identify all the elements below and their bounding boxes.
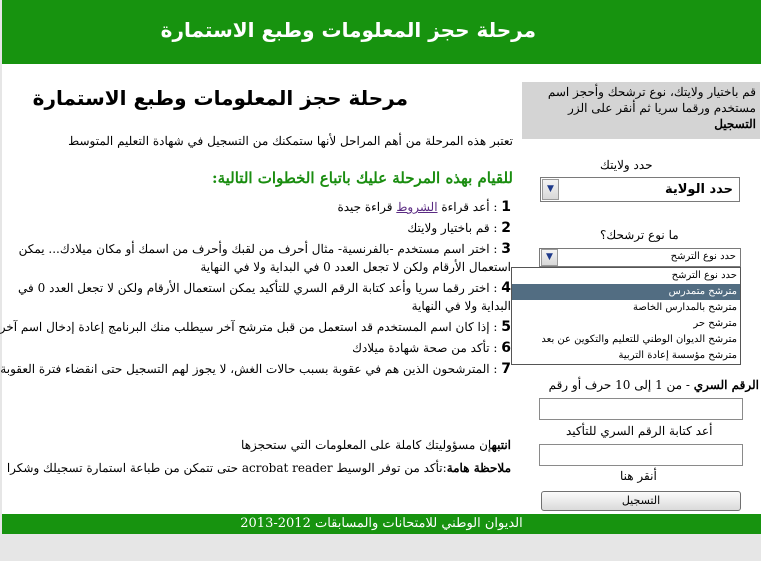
candidacy-type-label: ما نوع ترشحك؟ (600, 228, 679, 242)
step-text: : أعد قراءة (437, 200, 502, 214)
step-item (0, 219, 511, 237)
step-text: : اختر اسم مستخدم -بالفرنسية- مثال أحرف من لقبك وأحرف من اسمك أو مكان ميلادك... يمكن استعمال الأرقام ولكن لا تجعل العدد 0 في البداية ولا في النهاية (18, 242, 511, 274)
warning-text: إن مسؤوليتك كاملة على المعلومات التي ستحجزها (241, 438, 492, 452)
step-number: 2 (501, 220, 511, 236)
important-note (0, 458, 511, 478)
step-text: قراءة جيدة (337, 200, 397, 214)
dropdown-option-selected[interactable]: مترشح متمدرس (512, 284, 740, 300)
instructions-box (522, 82, 760, 139)
step-item (0, 279, 511, 315)
step-text: : تأكد من صحة شهادة ميلادك (352, 341, 502, 355)
registration-sidebar (520, 64, 759, 514)
dropdown-option[interactable]: مترشح مؤسسة إعادة التربية (618, 350, 737, 361)
page-header (2, 0, 761, 64)
step-number: 1 (501, 199, 511, 215)
dropdown-option[interactable]: حدد نوع الترشح (671, 270, 737, 281)
step-text: : إذا كان اسم المستخدم قد استعمل من قبل مترشح آخر سيطلب منك البرنامج إعادة إدخال اسم آخر (0, 320, 502, 334)
password-input[interactable] (539, 398, 743, 420)
main-title: مرحلة حجز المعلومات وطبع الاستمارة (32, 86, 408, 110)
important-label: ملاحظة هامة (446, 461, 511, 475)
step-text: : اختر رقما سريا وأعد كتابة الرقم السري للتأكيد يمكن استعمال الأرقام ولكن لا تجعل العدد 0 في البداية ولا في النهاية (18, 281, 511, 313)
confirm-password-input[interactable] (539, 444, 743, 466)
dropdown-option[interactable]: مترشح بالمدارس الخاصة (633, 302, 737, 313)
register-button[interactable]: التسجيل (541, 491, 741, 511)
page-footer (2, 514, 761, 534)
steps-list (0, 198, 511, 381)
password-label (549, 378, 759, 392)
password-label-bold: الرقم السري (693, 378, 759, 392)
warning-note (241, 438, 511, 452)
chevron-down-icon[interactable]: ▼ (541, 249, 558, 266)
step-item (0, 240, 511, 276)
wilaya-select[interactable] (540, 177, 740, 202)
candidacy-type-select[interactable] (539, 248, 741, 267)
wilaya-select-value: حدد الولاية (664, 182, 733, 197)
password-label-rest: - من 1 إلى 10 حرف أو رقم (548, 378, 694, 392)
step-item (0, 360, 511, 378)
warning-label: انتبه (491, 438, 511, 452)
main-content (2, 64, 520, 514)
step-number: 3 (501, 241, 511, 257)
step-number: 5 (501, 319, 511, 335)
footer-text: الديوان الوطني للامتحانات والمسابقات 2012-2013 (240, 516, 523, 531)
candidacy-type-value: حدد نوع الترشح (670, 251, 736, 262)
important-text: :تأكد من توفر الوسيط acrobat reader حتى تتمكن من طباعة استمارة تسجيلك وشكرا (6, 461, 447, 475)
step-item (0, 339, 511, 357)
chevron-down-icon[interactable]: ▼ (542, 179, 559, 200)
step-text: : المترشحون الذين هم في عقوبة بسبب حالات الغش، لا يجوز لهم التسجيل حتى انقضاء فترة العقوبة (0, 362, 502, 376)
dropdown-option[interactable]: مترشح الديوان الوطني للتعليم والتكوين عن بعد (541, 334, 737, 345)
step-item (0, 198, 511, 216)
step-item (0, 318, 511, 336)
step-text: : قم باختيار ولايتك (407, 221, 502, 235)
step-number: 7 (501, 361, 511, 377)
intro-text: تعتبر هذه المرحلة من أهم المراحل لأنها ستمكنك من التسجيل في شهادة التعليم المتوسط (68, 134, 513, 148)
candidacy-type-dropdown (511, 267, 741, 365)
dropdown-option[interactable]: مترشح حر (693, 318, 737, 329)
conditions-link[interactable]: الشروط (396, 200, 438, 214)
step-number: 4 (501, 280, 511, 296)
click-here-label: أنقر هنا (620, 469, 657, 483)
wilaya-label: حدد ولايتك (600, 158, 653, 172)
instructions-text: قم باختيار ولايتك، نوع ترشحك وأحجز اسم مستخدم ورقما سريا ثم أنقر على الزر (547, 85, 756, 115)
step-number: 6 (501, 340, 511, 356)
instructions-bold: التسجيل (714, 117, 756, 131)
header-title: مرحلة حجز المعلومات وطبع الاستمارة (160, 18, 536, 42)
steps-title: للقيام بهذه المرحلة عليك باتباع الخطوات التالية: (212, 169, 513, 187)
confirm-password-label: أعد كتابة الرقم السري للتأكيد (566, 424, 713, 438)
